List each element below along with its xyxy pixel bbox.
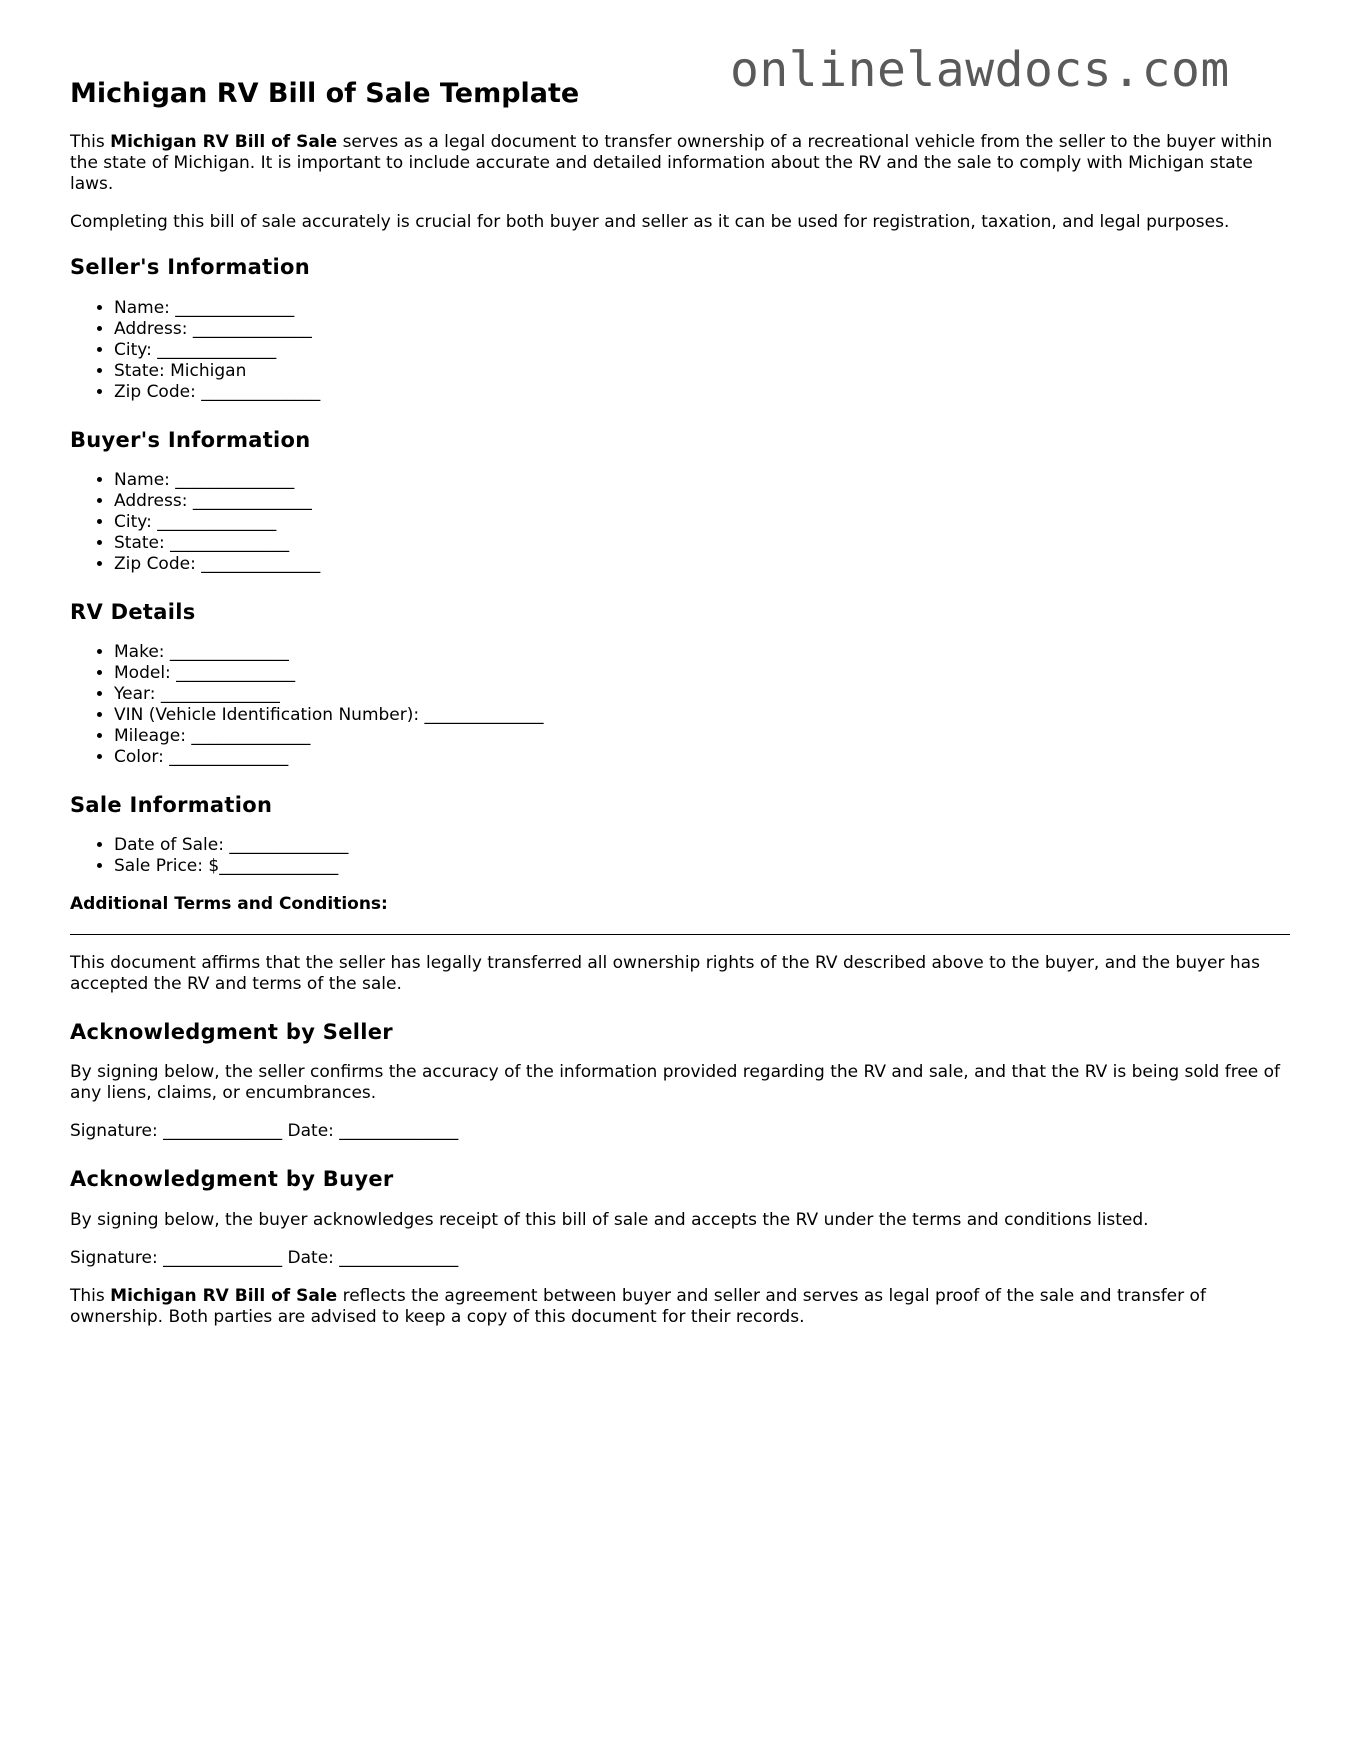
buyer-ack-heading: Acknowledgment by Buyer bbox=[70, 1167, 394, 1192]
buyer-heading: Buyer's Information bbox=[70, 427, 311, 452]
sale-price-item: • Sale Price: $______________ bbox=[114, 856, 1290, 877]
seller-list bbox=[70, 298, 1290, 403]
rv-make-item: • Make: ______________ bbox=[114, 642, 1290, 663]
seller-address-item: • Address: ______________ bbox=[114, 319, 1290, 340]
buyer-list bbox=[70, 470, 1290, 575]
buyer-ack-text: By signing below, the buyer acknowledges receipt of this bill of sale and accepts the RV under the terms and conditions listed. bbox=[70, 1209, 1149, 1230]
seller-name-item: • Name: ______________ bbox=[114, 298, 1290, 319]
buyer-signature-line: Signature: ______________ Date: ______________ bbox=[70, 1247, 459, 1268]
page-title: Michigan RV Bill of Sale Template bbox=[70, 78, 580, 109]
seller-heading: Seller's Information bbox=[70, 255, 310, 280]
terms-blank-line bbox=[70, 923, 1290, 935]
seller-ack-text: By signing below, the seller confirms the accuracy of the information provided regarding the RV and sale, and that the RV is being sold free of any liens, claims, or encumbrances. bbox=[70, 1062, 1281, 1104]
closing-paragraph: This Michigan RV Bill of Sale reflects the agreement between buyer and seller and serves as legal proof of the sale and transfer of ownership. Both parties are advised to keep a copy of this document for their records. bbox=[70, 1285, 1206, 1327]
terms-label: Additional Terms and Conditions: bbox=[70, 894, 388, 915]
rv-mileage-item: • Mileage: ______________ bbox=[114, 726, 1290, 747]
sale-date-item: • Date of Sale: ______________ bbox=[114, 835, 1290, 856]
seller-ack-heading: Acknowledgment by Seller bbox=[70, 1020, 393, 1045]
watermark-text: onlinelawdocs.com bbox=[730, 42, 1230, 98]
purpose-paragraph: Completing this bill of sale accurately is crucial for both buyer and seller as it can be used for registration, taxation, and legal purposes. bbox=[70, 212, 1230, 233]
rv-details-list bbox=[70, 642, 1290, 768]
sale-info-heading: Sale Information bbox=[70, 792, 273, 817]
buyer-state-item: • State: ______________ bbox=[114, 533, 1290, 554]
intro-paragraph: This Michigan RV Bill of Sale serves as a legal document to transfer ownership of a recreational vehicle from the seller to the buyer within the state of Michigan. It is important to include accurate and detailed information about the RV and the sale to comply with Michigan state laws. bbox=[70, 132, 1273, 195]
buyer-city-item: • City: ______________ bbox=[114, 512, 1290, 533]
seller-state-item: • State: Michigan bbox=[114, 361, 1290, 382]
buyer-name-item: • Name: ______________ bbox=[114, 470, 1290, 491]
rv-year-item: • Year: ______________ bbox=[114, 684, 1290, 705]
sale-info-list bbox=[70, 835, 1290, 877]
seller-signature-line: Signature: ______________ Date: ______________ bbox=[70, 1121, 459, 1142]
buyer-address-item: • Address: ______________ bbox=[114, 491, 1290, 512]
affirmation-paragraph: This document affirms that the seller has legally transferred all ownership rights of the RV described above to the buyer, and the buyer has accepted the RV and terms of the sale. bbox=[70, 953, 1260, 995]
seller-zip-item: • Zip Code: ______________ bbox=[114, 382, 1290, 403]
buyer-zip-item: • Zip Code: ______________ bbox=[114, 554, 1290, 575]
rv-color-item: • Color: ______________ bbox=[114, 747, 1290, 768]
rv-model-item: • Model: ______________ bbox=[114, 663, 1290, 684]
rv-vin-item: • VIN (Vehicle Identification Number): ______________ bbox=[114, 705, 1290, 726]
seller-city-item: • City: ______________ bbox=[114, 340, 1290, 361]
document-body bbox=[70, 78, 1290, 1345]
rv-details-heading: RV Details bbox=[70, 599, 196, 624]
